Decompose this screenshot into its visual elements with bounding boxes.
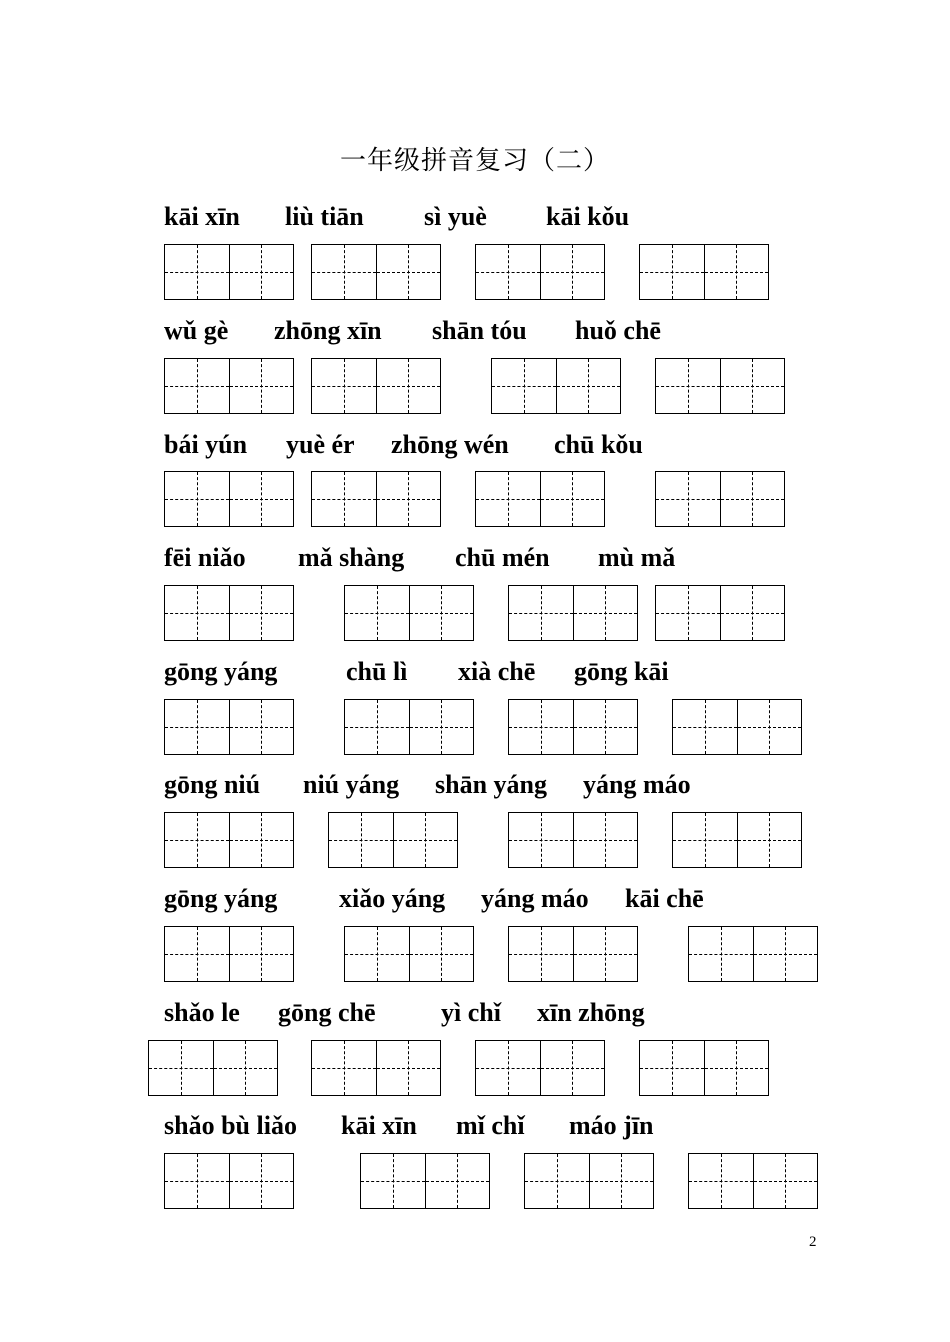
writing-cell: [312, 1041, 377, 1095]
writing-cell: [329, 813, 394, 867]
writing-cell: [574, 586, 638, 640]
pinyin-word: gōng chē: [278, 998, 376, 1027]
pinyin-word: shān tóu: [432, 316, 527, 345]
writing-cell: [165, 245, 230, 299]
pinyin-word: chū lì: [346, 657, 408, 686]
page-title: 一年级拼音复习（二）: [339, 146, 610, 176]
writing-cell: [754, 927, 818, 981]
writing-grid: [164, 585, 294, 641]
pinyin-word: liù tiān: [285, 202, 364, 231]
pinyin-word: gōng yáng: [164, 657, 278, 686]
writing-grid: [164, 358, 294, 414]
pinyin-word: kāi xīn: [164, 202, 240, 231]
writing-cell: [705, 1041, 769, 1095]
pinyin-word: zhōng wén: [391, 430, 509, 459]
writing-cell: [345, 586, 410, 640]
writing-cell: [149, 1041, 214, 1095]
writing-grid: [164, 926, 294, 982]
pinyin-word: xiǎo yáng: [339, 884, 446, 913]
writing-grid: [311, 244, 441, 300]
pinyin-word: máo jīn: [569, 1111, 654, 1140]
writing-grid: [344, 926, 474, 982]
writing-cell: [165, 813, 230, 867]
pinyin-word: yì chǐ: [441, 998, 501, 1027]
pinyin-word: niú yáng: [303, 770, 400, 799]
writing-cell: [574, 813, 638, 867]
writing-grid: [475, 471, 605, 527]
writing-cell: [476, 472, 541, 526]
pinyin-word: shǎo bù liǎo: [164, 1111, 297, 1140]
writing-cell: [689, 927, 754, 981]
writing-cell: [509, 927, 574, 981]
writing-grid: [328, 812, 458, 868]
writing-cell: [230, 359, 294, 413]
writing-cell: [345, 927, 410, 981]
pinyin-word: gōng niú: [164, 770, 261, 799]
writing-cell: [361, 1154, 426, 1208]
pinyin-word: yáng máo: [583, 770, 691, 799]
writing-grid: [164, 244, 294, 300]
writing-cell: [721, 472, 785, 526]
pinyin-word: shān yáng: [435, 770, 547, 799]
writing-cell: [165, 1154, 230, 1208]
writing-grid: [164, 812, 294, 868]
writing-grid: [655, 585, 785, 641]
writing-cell: [640, 1041, 705, 1095]
writing-cell: [541, 245, 605, 299]
writing-cell: [230, 245, 294, 299]
writing-cell: [230, 700, 294, 754]
pinyin-word: shǎo le: [164, 998, 240, 1027]
pinyin-word: sì yuè: [424, 202, 487, 231]
writing-cell: [165, 472, 230, 526]
pinyin-word: kāi chē: [625, 884, 704, 913]
writing-grid: [164, 1153, 294, 1209]
writing-grid: [475, 1040, 605, 1096]
writing-cell: [509, 813, 574, 867]
writing-cell: [509, 700, 574, 754]
writing-cell: [312, 359, 377, 413]
writing-cell: [689, 1154, 754, 1208]
writing-cell: [509, 586, 574, 640]
writing-cell: [640, 245, 705, 299]
writing-cell: [541, 472, 605, 526]
writing-cell: [230, 1154, 294, 1208]
writing-grid: [344, 699, 474, 755]
writing-grid: [672, 812, 802, 868]
writing-cell: [394, 813, 458, 867]
writing-cell: [165, 927, 230, 981]
page-number: 2: [809, 1234, 817, 1250]
writing-grid: [360, 1153, 490, 1209]
writing-cell: [574, 927, 638, 981]
writing-cell: [525, 1154, 590, 1208]
pinyin-word: yáng máo: [481, 884, 589, 913]
writing-cell: [754, 1154, 818, 1208]
writing-cell: [410, 700, 474, 754]
writing-grid: [688, 926, 818, 982]
pinyin-word: zhōng xīn: [274, 316, 382, 345]
writing-cell: [410, 927, 474, 981]
writing-cell: [165, 359, 230, 413]
writing-cell: [312, 472, 377, 526]
writing-cell: [410, 586, 474, 640]
writing-grid: [491, 358, 621, 414]
writing-grid: [508, 926, 638, 982]
writing-grid: [508, 812, 638, 868]
writing-cell: [574, 700, 638, 754]
writing-cell: [426, 1154, 490, 1208]
writing-grid: [639, 244, 769, 300]
writing-grid: [655, 471, 785, 527]
writing-grid: [311, 358, 441, 414]
pinyin-word: gōng yáng: [164, 884, 278, 913]
writing-cell: [230, 813, 294, 867]
writing-cell: [738, 813, 802, 867]
writing-grid: [688, 1153, 818, 1209]
writing-grid: [344, 585, 474, 641]
writing-cell: [705, 245, 769, 299]
writing-cell: [656, 472, 721, 526]
pinyin-word: yuè ér: [286, 430, 355, 459]
writing-grid: [311, 471, 441, 527]
writing-cell: [656, 586, 721, 640]
writing-cell: [590, 1154, 654, 1208]
writing-cell: [721, 586, 785, 640]
writing-cell: [673, 700, 738, 754]
writing-cell: [492, 359, 557, 413]
pinyin-word: kāi kǒu: [546, 202, 630, 231]
writing-cell: [557, 359, 621, 413]
pinyin-word: mǐ chǐ: [456, 1111, 525, 1140]
writing-grid: [311, 1040, 441, 1096]
pinyin-word: mù mǎ: [598, 543, 676, 572]
writing-grid: [655, 358, 785, 414]
writing-cell: [541, 1041, 605, 1095]
pinyin-word: gōng kāi: [574, 657, 669, 686]
pinyin-word: xià chē: [458, 657, 536, 686]
writing-cell: [165, 586, 230, 640]
pinyin-word: chū mén: [455, 543, 550, 572]
writing-grid: [524, 1153, 654, 1209]
writing-cell: [476, 1041, 541, 1095]
writing-cell: [214, 1041, 278, 1095]
pinyin-word: bái yún: [164, 430, 248, 459]
pinyin-word: wǔ gè: [164, 316, 229, 345]
writing-cell: [230, 927, 294, 981]
writing-grid: [639, 1040, 769, 1096]
writing-cell: [377, 245, 441, 299]
pinyin-word: chū kǒu: [554, 430, 643, 459]
writing-cell: [377, 1041, 441, 1095]
writing-cell: [476, 245, 541, 299]
writing-cell: [345, 700, 410, 754]
writing-cell: [738, 700, 802, 754]
pinyin-word: fēi niǎo: [164, 543, 246, 572]
pinyin-word: huǒ chē: [575, 316, 661, 345]
pinyin-word: mǎ shàng: [298, 543, 405, 572]
writing-cell: [165, 700, 230, 754]
writing-grid: [148, 1040, 278, 1096]
writing-cell: [673, 813, 738, 867]
writing-cell: [656, 359, 721, 413]
writing-cell: [230, 586, 294, 640]
pinyin-word: xīn zhōng: [537, 998, 645, 1027]
writing-grid: [164, 699, 294, 755]
writing-grid: [164, 471, 294, 527]
writing-cell: [721, 359, 785, 413]
writing-grid: [508, 585, 638, 641]
writing-cell: [230, 472, 294, 526]
pinyin-word: kāi xīn: [341, 1111, 417, 1140]
writing-cell: [377, 472, 441, 526]
writing-cell: [377, 359, 441, 413]
writing-grid: [475, 244, 605, 300]
writing-cell: [312, 245, 377, 299]
writing-grid: [672, 699, 802, 755]
writing-grid: [508, 699, 638, 755]
